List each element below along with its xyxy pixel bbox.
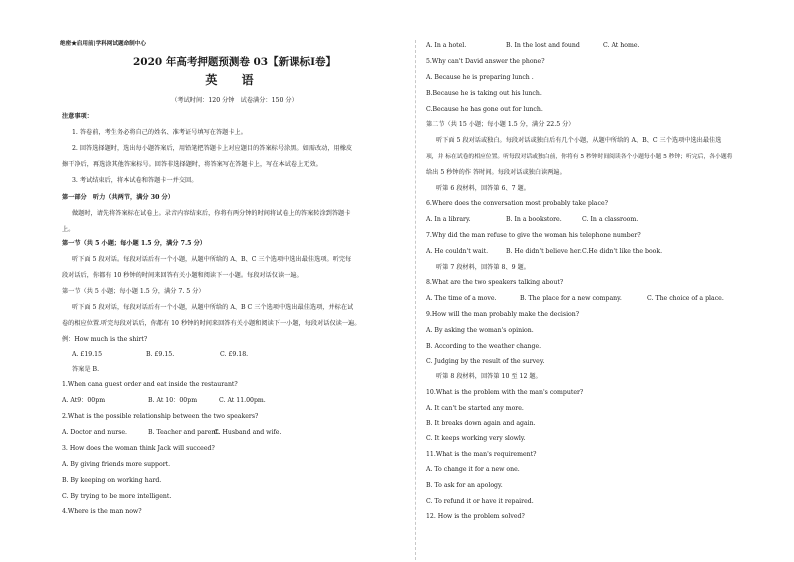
option: B. At 10：00pm bbox=[148, 397, 198, 404]
option: C.He didn't like the book. bbox=[582, 248, 663, 255]
question-11: 11.What is the man's requirement? bbox=[426, 451, 537, 458]
question-9: 9.How will the man probably make the decision? bbox=[426, 311, 580, 318]
example-options bbox=[72, 351, 248, 359]
question-10: 10.What is the problem with the man's computer? bbox=[426, 389, 584, 396]
question-4-options bbox=[426, 42, 639, 50]
question-8: 8.What are the two speakers talking about? bbox=[426, 279, 564, 286]
question-2: 2.What is the possible relationship between the two speakers? bbox=[62, 413, 259, 420]
listen-instruction: 听第 8 段材料，回答第 10 至 12 题。 bbox=[436, 373, 542, 380]
section2-desc: 听下面 5 段对话或独白。每段对话或独白后有几个小题，从题中所给的 A、B、C 三个选项中选出最佳选 bbox=[436, 137, 722, 144]
question-5: 5.Why can't David answer the phone? bbox=[426, 58, 545, 65]
example-question: 例：How much is the shirt? bbox=[62, 336, 148, 343]
subject-title: 英 语 bbox=[205, 73, 264, 87]
exam-title: 2020 年高考押题预测卷 03【新课标Ⅰ卷】 bbox=[132, 56, 337, 68]
option: A. The time of a move. bbox=[426, 295, 497, 302]
note-item: 2. 回答选择题时，选出每小题答案后，用铅笔把答题卡上对应题目的答案标号涂黑。如需改动，用橡皮 bbox=[72, 145, 353, 152]
section1-desc-alt: 卷的相应位置.听完每段对话后，你都有 10 秒钟的时间来回答有关小题和阅读下一小题，每段对话仅读一遍。 bbox=[62, 320, 361, 327]
note-item: 3. 考试结束后，将本试卷和答题卡一并交回。 bbox=[72, 177, 198, 184]
question-3-option-a: A. By giving friends more support. bbox=[62, 461, 171, 468]
option: C. Husband and wife. bbox=[214, 429, 282, 436]
question-12: 12. How is the problem solved? bbox=[426, 513, 525, 520]
question-1: 1.When cana guest order and eat inside the restaurant? bbox=[62, 381, 238, 388]
option: C. At home. bbox=[603, 42, 640, 49]
option: A. In a hotel. bbox=[426, 42, 467, 49]
section2-heading: 第二节（共 15 小题；每小题 1.5 分，满分 22.5 分） bbox=[426, 121, 575, 128]
option: C. £9.18. bbox=[220, 351, 249, 358]
question-9-option-c: C. Judging by the result of the survey. bbox=[426, 358, 545, 365]
note-item: 擦干净后，再选涂其他答案标号。回答非选择题时，将答案写在答题卡上，写在本试卷上无效。 bbox=[62, 161, 322, 168]
question-11-option-a: A. To change it for a new one. bbox=[426, 466, 520, 473]
question-7: 7.Why did the man refuse to give the woman his telephone number? bbox=[426, 232, 641, 239]
question-3-option-c: C. By trying to be more intelligent. bbox=[62, 493, 172, 500]
option: B. In a bookstore. bbox=[506, 216, 562, 223]
question-4: 4.Where is the man now? bbox=[62, 508, 142, 515]
option: A. He couldn't wait. bbox=[426, 248, 489, 255]
question-5-option-c: C.Because he has gone out for lunch. bbox=[426, 106, 543, 113]
option: B. Teacher and parent. bbox=[148, 429, 220, 436]
exam-info: （考试时间：120 分钟 试卷满分：150 分） bbox=[171, 97, 298, 104]
question-6: 6.Where does the conversation most probably take place? bbox=[426, 200, 608, 207]
section1-desc-alt: 听下面 5 段对话，每段对话后有一个小题，从题中所给的 A、B C 三个选项中选出最佳选项，并标在试 bbox=[72, 304, 354, 311]
question-10-option-b: B. It breaks down again and again. bbox=[426, 420, 536, 427]
option: C. At 11.00pm. bbox=[219, 397, 266, 404]
section2-desc: 项，并 标在试卷的相应位置。听每段对话或独白前，你将有 5 秒钟时间阅读各个小题每小题 5 秒钟；听完后，各小题将 bbox=[426, 154, 733, 160]
question-10-option-a: A. It can't be started any more. bbox=[426, 405, 524, 412]
part1-heading: 第一部分 听力（共两节，满分 30 分） bbox=[62, 194, 174, 201]
section2-desc: 给出 5 秒钟的作 答时间。每段对话或独白读两遍。 bbox=[426, 169, 566, 176]
question-3: 3. How does the woman think Jack will succeed? bbox=[62, 445, 215, 452]
question-5-option-b: B.Because he is taking out his lunch. bbox=[426, 90, 542, 97]
example-answer: 答案是 B. bbox=[72, 366, 100, 373]
option: C. In a classroom. bbox=[582, 216, 639, 223]
option: B. He didn't believe her. bbox=[506, 248, 582, 255]
question-5-option-a: A. Because he is preparing lunch . bbox=[426, 74, 534, 81]
option: B. In the lost and found bbox=[506, 42, 580, 49]
question-8-options bbox=[426, 295, 724, 303]
notes-heading: 注意事项： bbox=[62, 113, 93, 120]
section1-desc: 听下面 5 段对话。每段对话后有一个小题，从题中所给的 A、B、C 三个选项中选出最佳选项。听完每 bbox=[72, 256, 352, 263]
question-10-option-c: C. It keeps working very slowly. bbox=[426, 435, 526, 442]
section1-heading-alt: 第一节（共 5 小题；每小题 1.5 分，满分 7. 5 分） bbox=[62, 288, 205, 295]
part1-intro: 上。 bbox=[62, 226, 75, 233]
option: A. At9：00pm bbox=[62, 397, 106, 404]
option: B. £9.15. bbox=[146, 351, 175, 358]
note-item: 1. 答卷前，考生务必将自己的姓名、准考证号填写在答题卡上。 bbox=[72, 129, 247, 136]
option: A. £19.15 bbox=[72, 351, 103, 358]
listen-instruction: 听第 7 段材料，回答第 8、9 题。 bbox=[436, 264, 530, 271]
question-9-option-b: B. According to the weather change. bbox=[426, 343, 542, 350]
question-6-options bbox=[426, 216, 638, 224]
listen-instruction: 听第 6 段材料，回答第 6、7 题。 bbox=[436, 185, 530, 192]
option: A. Doctor and nurse. bbox=[62, 429, 128, 436]
confidential-label: 绝密★启用前|学科网试题命制中心 bbox=[60, 41, 146, 47]
question-11-option-c: C. To refund it or have it repaired. bbox=[426, 498, 534, 505]
question-9-option-a: A. By asking the woman's opinion. bbox=[426, 327, 534, 334]
column-divider bbox=[415, 40, 416, 560]
part1-intro: 做题时，请先将答案标在试卷上。录音内容结束后，你将有两分钟的时间将试卷上的答案转涂到答题卡 bbox=[72, 210, 351, 217]
option: C. The choice of a place. bbox=[647, 295, 724, 302]
section1-heading: 第一节（共 5 小题；每小题 1.5 分，满分 7.5 分） bbox=[62, 240, 206, 247]
question-1-options bbox=[62, 397, 266, 405]
option: B. The place for a new company. bbox=[520, 295, 622, 302]
question-3-option-b: B. By keeping on working hard. bbox=[62, 477, 162, 484]
question-7-options bbox=[426, 248, 662, 256]
option: A. In a library. bbox=[426, 216, 471, 223]
question-2-options bbox=[62, 429, 281, 437]
question-11-option-b: B. To ask for an apology. bbox=[426, 482, 503, 489]
section1-desc: 段对话后，你都有 10 秒钟的时间来回答有关小题和阅读下一小题。每段对话仅读一遍。 bbox=[62, 272, 303, 279]
